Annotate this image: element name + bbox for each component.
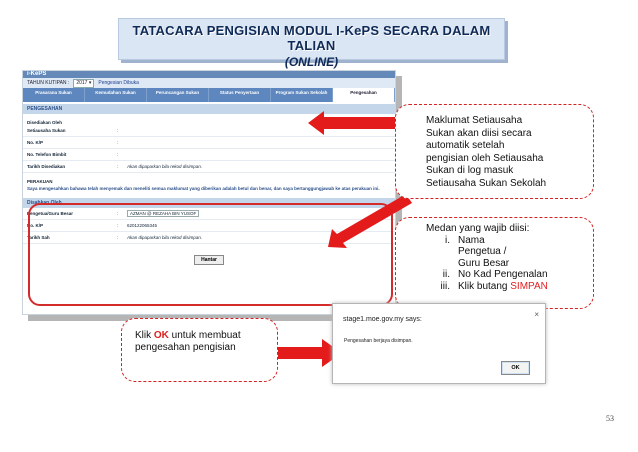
- slide-subtitle: (ONLINE): [284, 55, 339, 69]
- list-item: ii. No Kad Pengenalan: [442, 269, 548, 280]
- slide-title-banner: [118, 18, 505, 69]
- ic-number-value[interactable]: 620122065345: [127, 223, 158, 228]
- callout-required-fields: [395, 217, 594, 309]
- form-row: Pengetua/Guru Besar : AZMAN @ REZAHA BIN YUSOF: [23, 208, 395, 220]
- module-tabs: [23, 88, 395, 102]
- close-icon[interactable]: ×: [534, 310, 539, 319]
- form-row: Tarikh Sah : Akan dipaparkan bila rekod disimpan.: [23, 232, 395, 244]
- tab-status[interactable]: Status Penyertaan: [209, 88, 271, 102]
- tab-prasarana[interactable]: Prasarana Sukan: [23, 88, 85, 102]
- declaration-heading: PERAKUAN: [27, 179, 53, 184]
- hantar-button[interactable]: Hantar: [194, 255, 224, 265]
- app-title-bar: i-KePS: [23, 71, 395, 78]
- ok-highlight: OK: [153, 330, 169, 341]
- declaration-text: Saya mengesahkan bahawa telah menyemak dan meneliti semua maklumat yang diberikan adalah betul dan benar, dan saya bertanggungjawab ke atas perakuan ini.: [27, 186, 380, 191]
- dialog-origin: stage1.moe.gov.my says:: [343, 316, 422, 323]
- simpan-highlight: SIMPAN: [510, 280, 548, 292]
- confirmation-dialog: [332, 303, 546, 384]
- callout-heading: Medan yang wajib diisi:: [426, 223, 530, 234]
- callout-setiausaha: Maklumat Setiausaha Sukan akan diisi secara automatik setelah pengisian oleh Setiausaha Sukan di log masuk Setiausaha Sukan Sekolah: [395, 104, 594, 199]
- tab-program[interactable]: Program Sukan Sekolah: [271, 88, 333, 102]
- form-row: Setiausaha Sukan :: [23, 125, 395, 137]
- page-number: 53: [606, 414, 614, 423]
- section-title: PENGESAHAN: [23, 104, 395, 114]
- dialog-message: Pengesahan berjaya disimpan.: [344, 338, 413, 344]
- principal-name-field[interactable]: AZMAN @ REZAHA BIN YUSOF: [127, 210, 199, 217]
- tab-peruncangan[interactable]: Peruncangan Sukan: [147, 88, 209, 102]
- list-item: i. Nama Pengetua / Guru Besar: [445, 234, 510, 269]
- tab-kemudahan[interactable]: Kemudahan Sukan: [85, 88, 147, 102]
- year-bar: [23, 78, 395, 88]
- ok-button[interactable]: OK: [501, 361, 530, 375]
- form-row: No. Telefon Bimbit :: [23, 149, 395, 161]
- year-label: TAHUN KUTIPAN :: [27, 80, 70, 86]
- approved-by-label: Disahkan Oleh: [23, 198, 395, 208]
- slide-title: TATACARA PENGISIAN MODUL I-KePS SECARA DALAM TALIAN: [132, 23, 491, 53]
- year-note: Pengesian Dibuka: [98, 80, 139, 86]
- arrow-left-icon: [308, 111, 400, 135]
- form-row: No. K/P :: [23, 137, 395, 149]
- prepared-by-label: Disediakan Oleh: [27, 120, 63, 125]
- form-row: No. K/P : 620122065345: [23, 220, 395, 232]
- year-select[interactable]: 2017 ▾: [73, 79, 94, 88]
- form-row: Tarikh Disediakan : Akan dipaparkan bila rekod disimpan.: [23, 161, 395, 173]
- tab-pengesahan[interactable]: Pengesahan: [333, 88, 395, 102]
- callout-click-ok: Klik OK untuk membuat pengesahan pengisian: [121, 318, 278, 382]
- list-item: iii. Klik butang SIMPAN: [440, 280, 548, 292]
- required-field-list: [426, 235, 583, 293]
